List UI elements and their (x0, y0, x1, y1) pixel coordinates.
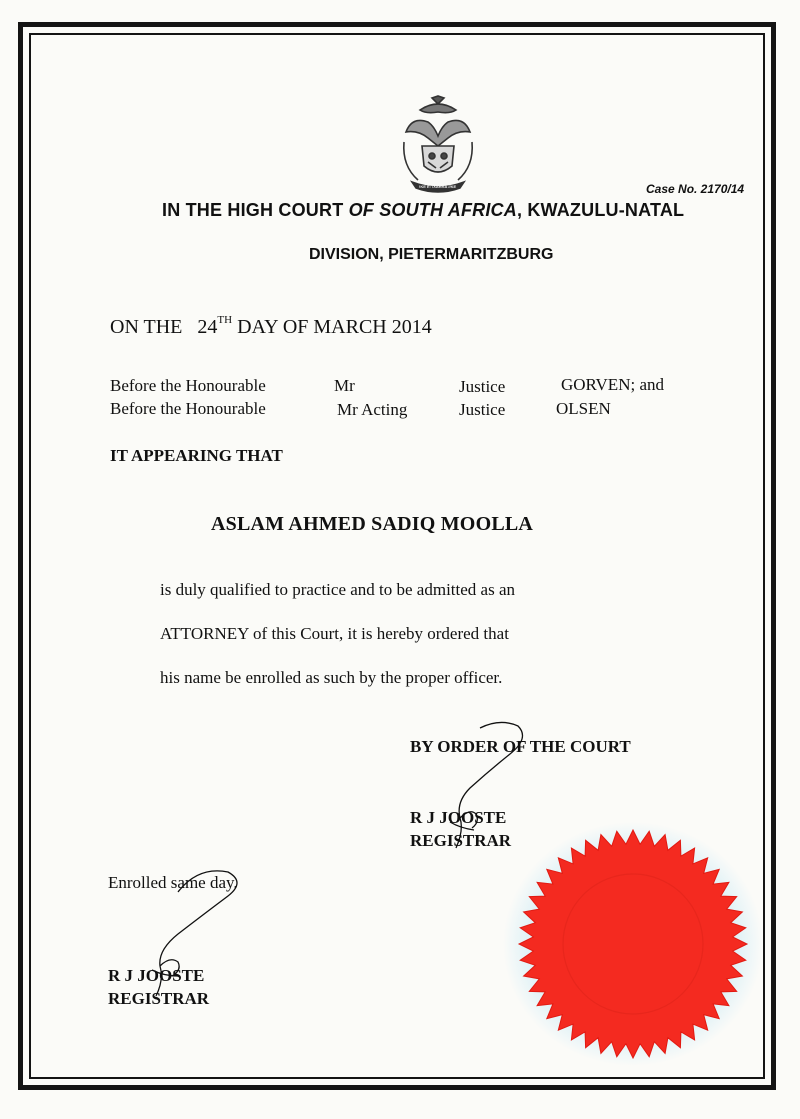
admitted-name: ASLAM AHMED SADIQ MOOLLA (211, 513, 534, 535)
coat-of-arms-motto: !KE E: /XARRA //KE (419, 184, 457, 189)
date-suffix: DAY OF MARCH 2014 (237, 316, 432, 338)
bench-1-name: GORVEN; and (561, 375, 664, 394)
order-heading: BY ORDER OF THE COURT (410, 737, 631, 756)
enrolled-note: Enrolled same day. (108, 873, 238, 892)
red-seal-icon (505, 818, 765, 1068)
enrolled-registrar-block (108, 964, 209, 1010)
order-date (110, 316, 432, 339)
body-line-3: his name be enrolled as such by the proper officer. (160, 668, 503, 687)
bench-1-prefix: Before the Honourable (110, 376, 266, 395)
bench-1-role: Justice (459, 377, 506, 396)
court-title (162, 200, 684, 221)
body-line-2: ATTORNEY of this Court, it is hereby ordered that (160, 624, 509, 643)
bench-1-title: Mr (334, 376, 355, 395)
appearing-heading: IT APPEARING THAT (110, 446, 283, 465)
date-day: 24 (197, 316, 218, 338)
enrolled-registrar-title: REGISTRAR (108, 989, 210, 1008)
coat-of-arms-icon (398, 96, 478, 196)
court-title-part2: OF SOUTH AFRICA (348, 200, 517, 220)
date-ordinal: TH (217, 314, 233, 326)
court-title-part3: , KWAZULU-NATAL (516, 200, 685, 220)
enrolled-registrar-name: R J JOOSTE (108, 966, 205, 985)
case-number: Case No. 2170/14 (646, 182, 745, 196)
bench-2-role: Justice (459, 400, 506, 419)
court-title-part1: IN THE HIGH COURT (162, 200, 349, 220)
registrar-title: REGISTRAR (410, 831, 512, 850)
bench-2-name: OLSEN (556, 399, 611, 418)
date-prefix: ON THE (110, 316, 183, 338)
court-division: DIVISION, PIETERMARITZBURG (309, 246, 554, 263)
body-line-1: is duly qualified to practice and to be admitted as an (160, 580, 515, 599)
registrar-name: R J JOOSTE (410, 808, 507, 827)
bench-2-prefix: Before the Honourable (110, 399, 266, 418)
bench-2-title: Mr Acting (337, 400, 408, 419)
